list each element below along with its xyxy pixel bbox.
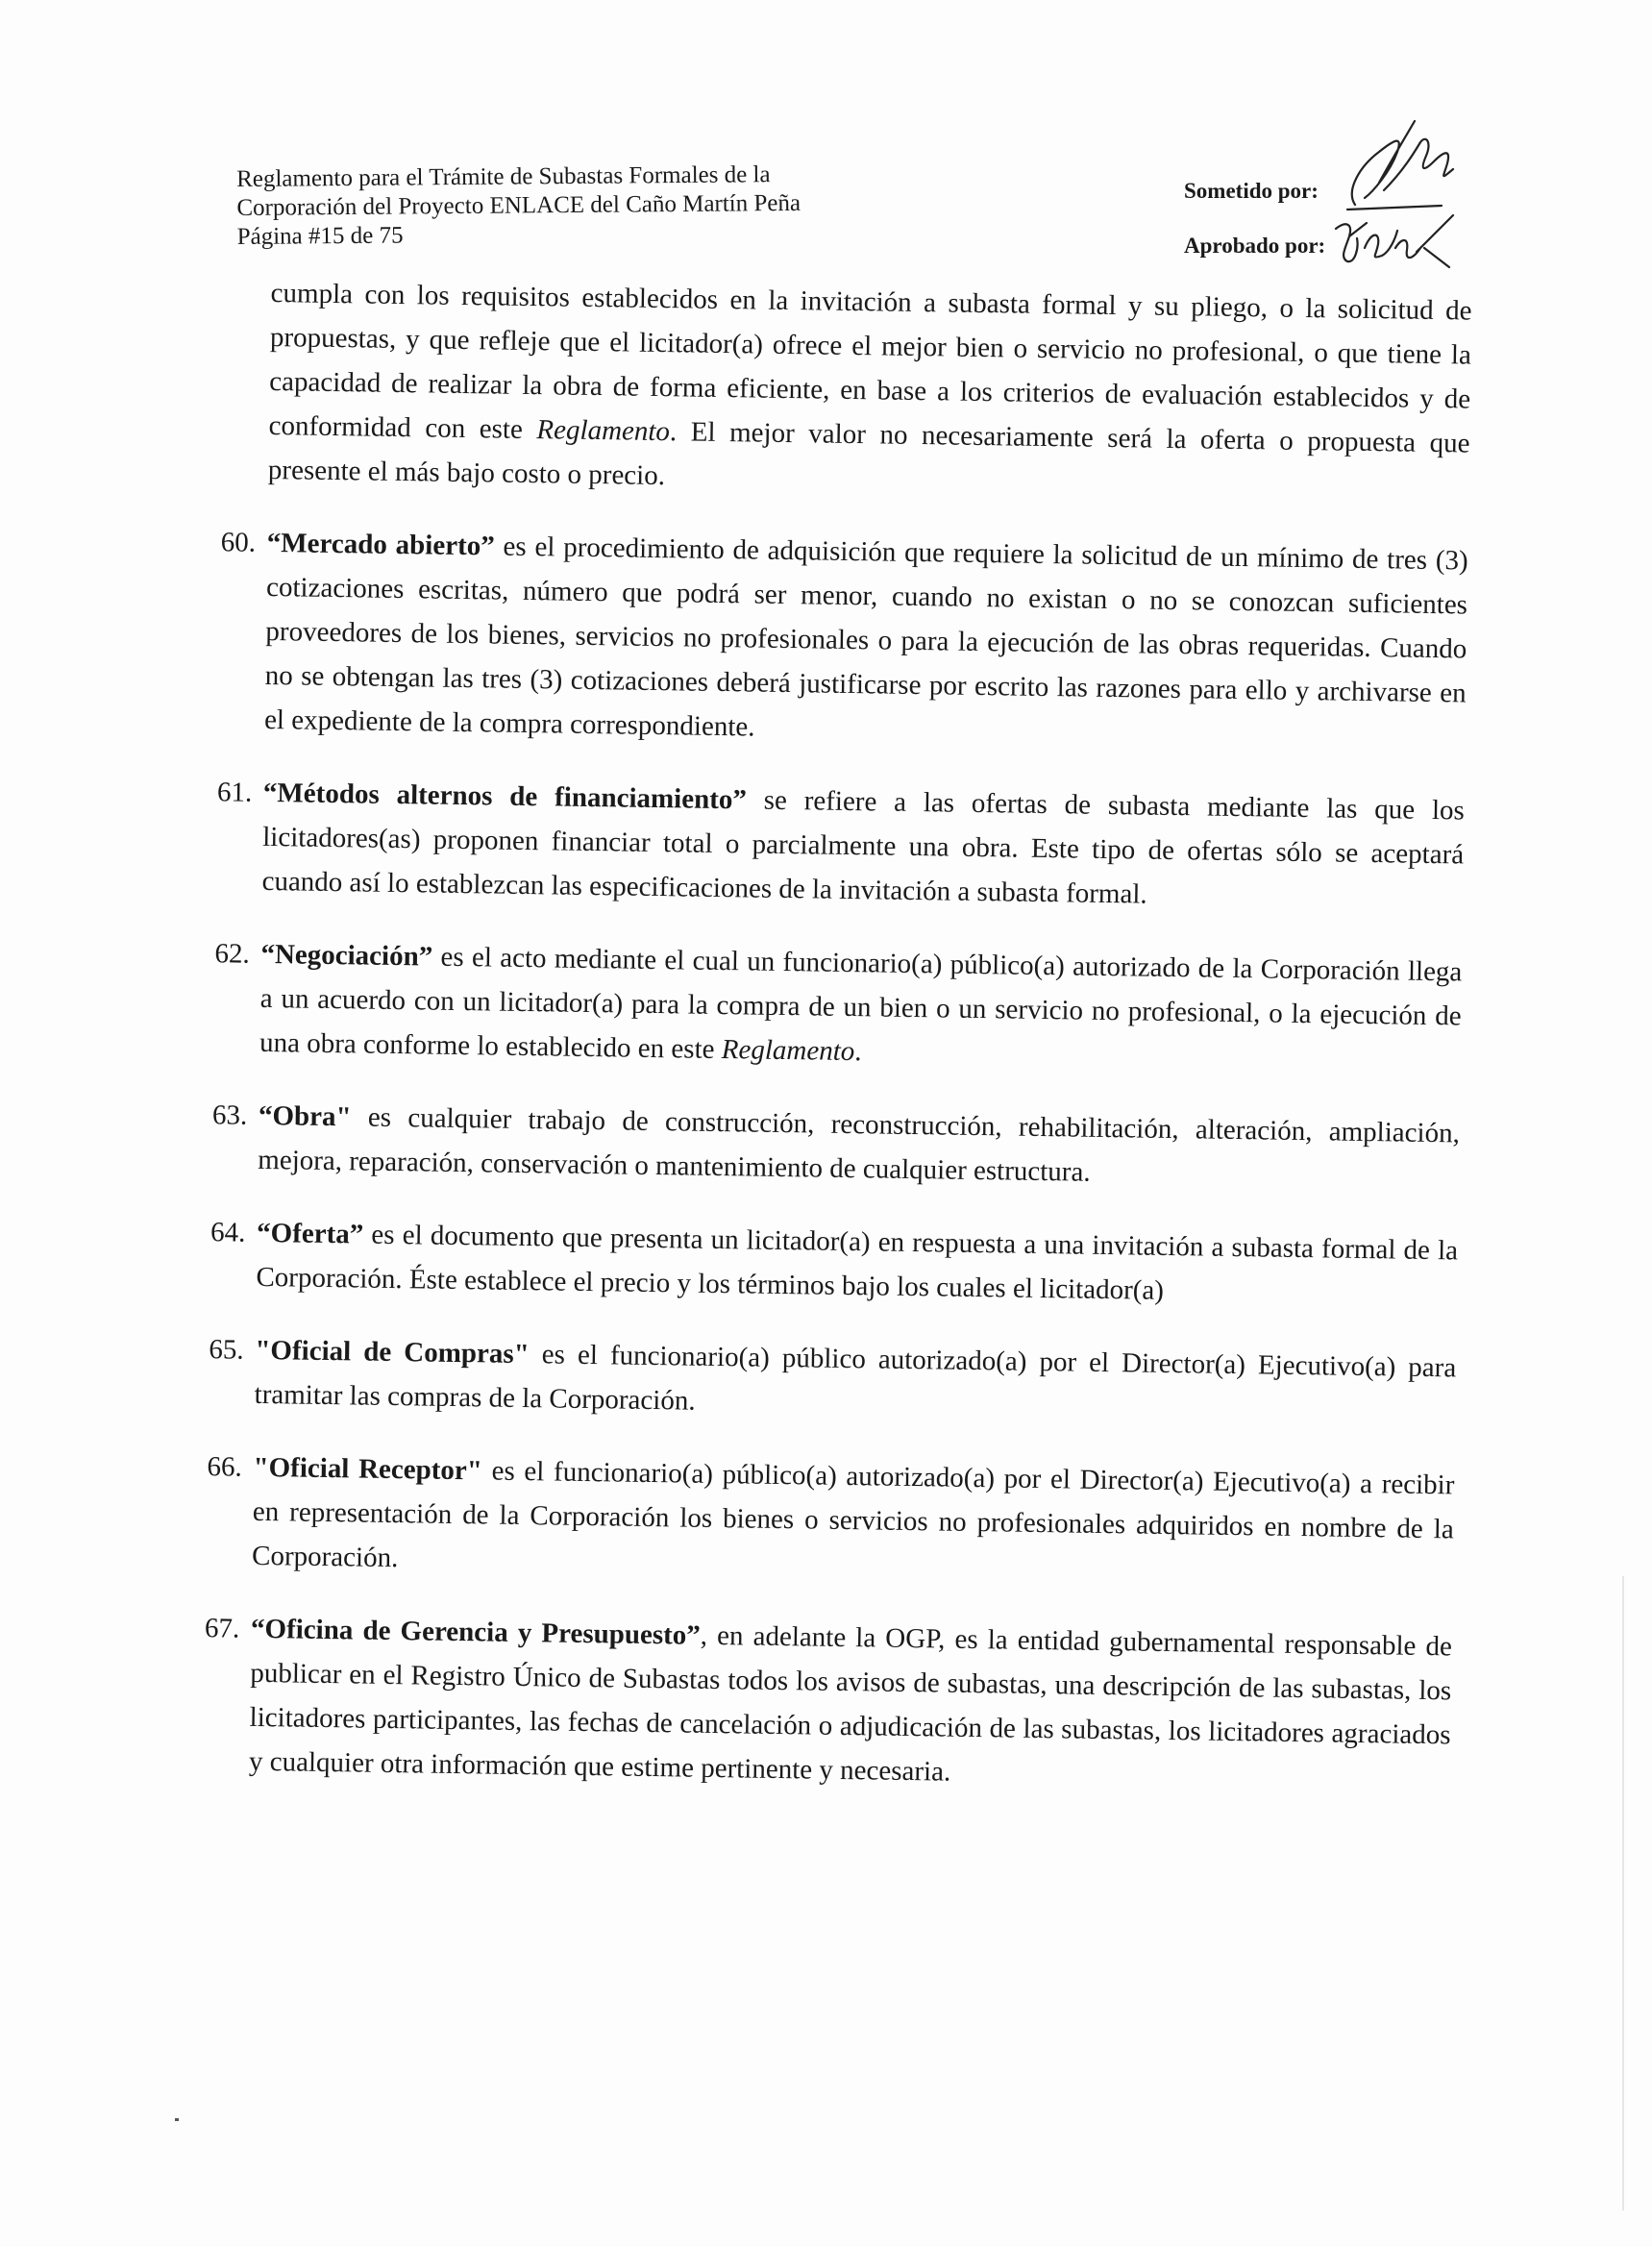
definition-number: 65. [209, 1334, 244, 1366]
definition-60 [220, 521, 1468, 760]
definition-text: es el documento que presenta un licitador(a) en respuesta a una invitación a subasta formal de la Corporación. Éste establece el precio y los términos bajo los cuales el licitador(a) [256, 1219, 1459, 1306]
definition-number: 60. [220, 527, 257, 558]
definition-number: 62. [214, 938, 250, 970]
definition-text: , en adelante la OGP, es la entidad gubernamental responsable de publicar en el Registro Único de Subastas todos los avisos de subastas, una descripción de las subastas, los licitadores participantes, las fechas de cancelación o adjudicación de las subastas, los licitadores agraciados y cualquier otra información que estime pertinente y necesaria. [248, 1619, 1453, 1788]
document-body [204, 271, 1472, 1801]
submitted-by-label: Sometido por: [1184, 179, 1319, 203]
reglamento-italic: Reglamento [536, 414, 671, 448]
scan-edge-line [1622, 1576, 1624, 2210]
document-header [236, 160, 801, 252]
definition-term: "Oficial Receptor" [253, 1451, 483, 1487]
continued-paragraph [268, 271, 1472, 510]
definition-term: “Oferta” [256, 1217, 364, 1250]
definition-text: es cualquier trabajo de construcción, reconstrucción, rehabilitación, alteración, ampliación, mejora, reparación, conservación o mantenimiento de cualquier estructura. [258, 1101, 1461, 1188]
definition-67 [204, 1607, 1453, 1802]
submitted-signature-icon [1326, 113, 1470, 219]
definition-number: 61. [216, 777, 253, 808]
definition-61 [216, 771, 1466, 922]
definition-number: 63. [211, 1099, 248, 1131]
definition-62 [214, 932, 1463, 1083]
definition-term: “Oficina de Gerencia y Presupuesto” [250, 1613, 702, 1651]
definition-text-end: . [854, 1036, 862, 1068]
definition-text: es el procedimiento de adquisición que requiere la solicitud de un mínimo de tres (3) cotizaciones escritas, número que podrá ser menor, cuando no existan o no se conozcan suficientes proveedores de los bienes, servicios no profesionales o para la ejecución de las obras requeridas. Cuando no se obtengan las tres (3) cotizaciones deberá justificarse por escrito las razones para ello y archivarse en el expediente de la compra correspondiente. [263, 531, 1468, 743]
definition-number: 64. [210, 1217, 246, 1248]
definition-number: 67. [204, 1613, 240, 1644]
definition-66 [207, 1445, 1455, 1596]
definition-65 [209, 1328, 1457, 1435]
continued-text: cumpla con los requisitos establecidos en la invitación a subasta formal y su pliego, o la solicitud de propuestas, y que refleje que el licitador(a) ofrece el mejor bien o servicio no profesional, o que tiene la capacidad de realizar la obra de forma eficiente, en base a los criterios de evaluación establecidos y de conformidad con este [268, 277, 1472, 446]
definition-term: “Métodos alternos de financiamiento” [262, 777, 748, 816]
definition-term: “Obra" [258, 1099, 352, 1133]
definition-64 [210, 1211, 1459, 1318]
definition-term: “Negociación” [260, 938, 433, 973]
definition-text: es el acto mediante el cual un funcionario(a) público(a) autorizado de la Corporación llega a un acuerdo con un licitador(a) para la compra de un bien o un servicio no profesional, o la ejecución de una obra conforme lo establecido en este [259, 941, 1463, 1066]
definition-term: "Oficial de Compras" [255, 1334, 530, 1370]
header-page-number: Página #15 de 75 [236, 222, 404, 250]
continued-text-end: . El mejor valor no necesariamente será la oferta o propuesta que presente el más bajo costo o precio. [267, 416, 1470, 492]
header-title-line-1: Reglamento para el Trámite de Subastas Formales de la [236, 161, 771, 192]
scan-speck [175, 2118, 179, 2121]
definition-number: 66. [207, 1451, 243, 1483]
definition-text: es el funcionario(a) público(a) autorizado(a) por el Director(a) Ejecutivo(a) a recibir en representación de la Corporación los bienes o servicios no profesionales adquiridos en nombre de la Corporación. [251, 1455, 1455, 1574]
header-title-line-2: Corporación del Proyecto ENLACE del Caño Martín Peña [236, 189, 801, 221]
approved-by-label: Aprobado por: [1184, 234, 1326, 258]
definition-text: se refiere a las ofertas de subasta mediante las que los licitadores(as) proponen financiar total o parcialmente una obra. Este tipo de ofertas sólo se aceptará cuando así lo establezcan las especificaciones de la invitación a subasta formal. [261, 784, 1466, 910]
approval-block [1184, 135, 1501, 279]
reglamento-italic: Reglamento [721, 1034, 855, 1068]
definition-text: es el funcionario(a) público autorizado(a) por el Director(a) Ejecutivo(a) para tramitar las compras de la Corporación. [254, 1339, 1457, 1417]
approved-signature-icon [1328, 210, 1463, 277]
definition-63 [211, 1094, 1461, 1200]
definition-term: “Mercado abierto” [266, 527, 495, 562]
